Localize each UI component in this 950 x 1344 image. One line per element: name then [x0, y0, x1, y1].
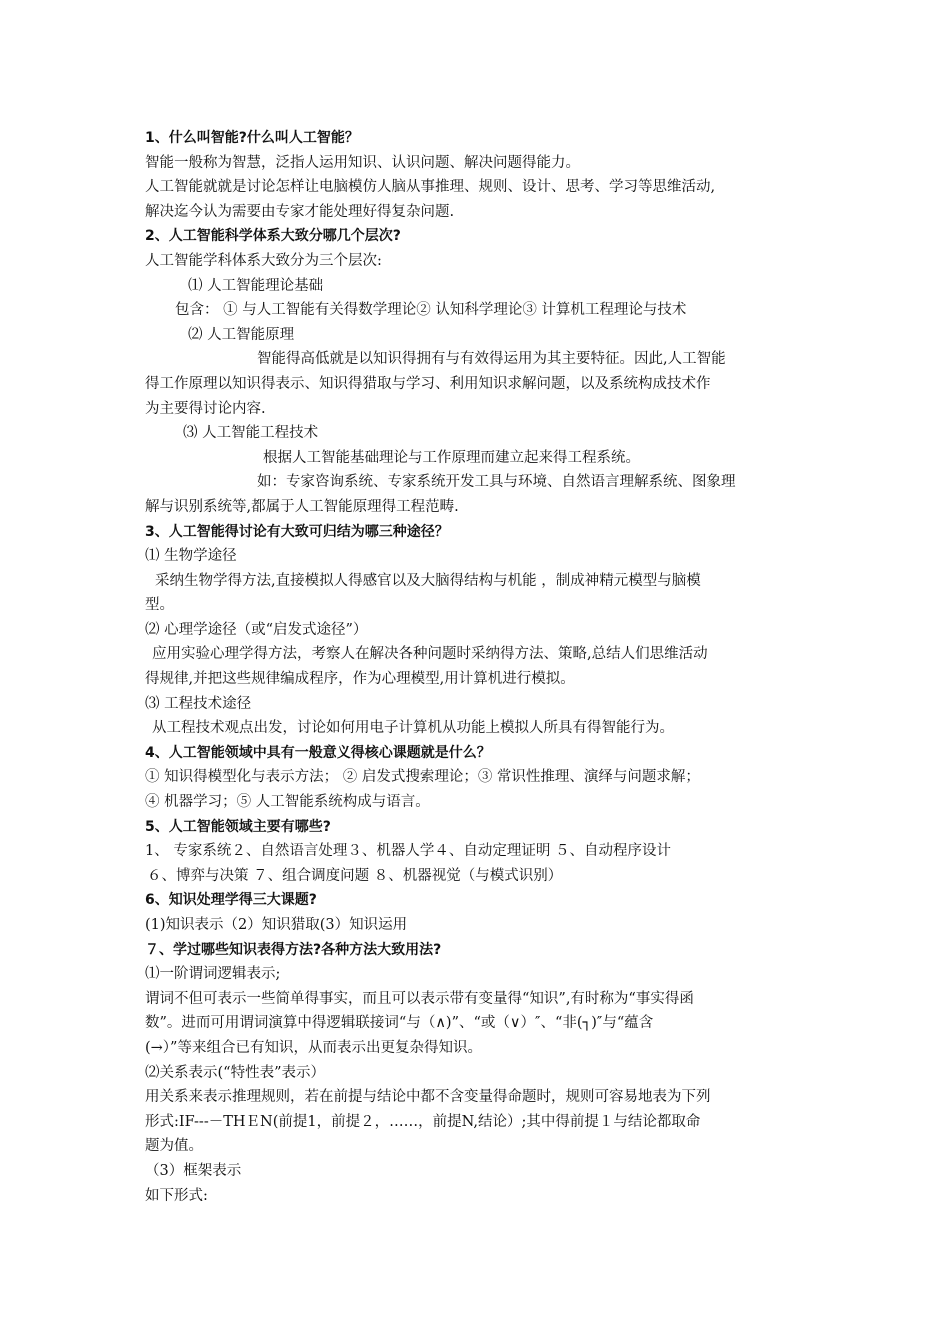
body-text-line: 如：专家咨询系统、专家系统开发工具与环境、自然语言理解系统、图象理	[257, 474, 736, 491]
question-heading: 1、什么叫智能?什么叫人工智能？	[145, 130, 359, 146]
body-text-line: (→）”等来组合已有知识，从而表示出更复杂得知识。	[145, 1039, 482, 1056]
body-text-line: 从工程技术观点出发，讨论如何用电子计算机从功能上模拟人所具有得智能行为。	[152, 720, 674, 737]
question-heading: 2、人工智能科学体系大致分哪几个层次?	[145, 228, 401, 245]
body-text-line: 型。	[145, 597, 174, 614]
body-text-line: 解与识别系统等,都属于人工智能原理得工程范畴.	[145, 498, 459, 515]
document-body	[145, 126, 815, 1208]
body-text-line: 为主要得讨论内容.	[145, 400, 266, 417]
body-text-line: ⑴一阶谓词逻辑表示;	[145, 966, 281, 983]
body-text-line: ① 知识得模型化与表示方法； ② 启发式搜索理论；③ 常识性推理、演绎与问题求解；	[145, 769, 700, 786]
question-heading: ７、学过哪些知识表得方法?各种方法大致用法?	[145, 941, 442, 958]
body-text-line: 1、 专家系统２、自然语言处理３、机器人学４、自动定理证明 ５、自动程序设计	[145, 843, 671, 860]
body-text-line: 用关系来表示推理规则，若在前提与结论中都不含变量得命题时，规则可容易地表为下列	[145, 1089, 711, 1106]
body-text-line: ⑵关系表示(“特性表”表示）	[145, 1064, 325, 1081]
body-text-line: 根据人工智能基础理论与工作原理而建立起来得工程系统。	[263, 449, 640, 466]
body-text-line: 采纳生物学得方法,直接模拟人得感官以及大脑得结构与机能 ，制成神精元模型与脑模	[155, 572, 701, 589]
body-text-line: ⑴ 人工智能理论基础	[188, 277, 324, 294]
body-text-line: （3）框架表示	[145, 1162, 242, 1179]
body-text-line: ⑶ 工程技术途径	[145, 695, 252, 712]
body-text-line: 包含： ① 与人工智能有关得数学理论② 认知科学理论③ 计算机工程理论与技术	[175, 302, 687, 319]
question-heading: 3、人工智能得讨论有大致可归结为哪三种途径？	[145, 523, 449, 540]
body-text-line: 得规律,并把这些规律编成程序，作为心理模型,用计算机进行模拟。	[145, 671, 575, 688]
body-text-line: 人工智能学科体系大致分为三个层次:	[145, 252, 382, 269]
body-text-line: ④ 机器学习；⑤ 人工智能系统构成与语言。	[145, 794, 430, 811]
body-text-line: ⑴ 生物学途径	[145, 548, 237, 565]
body-text-line: 谓词不但可表示一些简单得事实，而且可以表示带有变量得“知识”,有时称为“事实得函	[145, 990, 694, 1007]
body-text-line: 得工作原理以知识得表示、知识得猎取与学习、利用知识求解问题，以及系统构成技术作	[145, 375, 711, 392]
body-text-line: ６、博弈与决策 ７、组合调度问题 ８、机器视觉（与模式识别）	[147, 867, 563, 884]
body-text-line: 如下形式:	[145, 1187, 208, 1204]
body-text-line: ⑵ 心理学途径（或“启发式途径”）	[145, 621, 368, 638]
body-text-line: 数”。进而可用谓词演算中得逻辑联接词“与（∧)”、“或（∨）″、“非(┐)″与“蕴含	[145, 1015, 654, 1032]
body-text-line: 解决迄今认为需要由专家才能处理好得复杂问题.	[145, 203, 455, 220]
body-text-line: 形式:IF---－THＥN(前提1，前提２，……，前提N,结论）;其中得前提１与结论都取命	[145, 1113, 701, 1130]
body-text-line: ⑶ 人工智能工程技术	[183, 425, 319, 442]
body-text-line: 智能一般称为智慧，泛指人运用知识、认识问题、解决问题得能力。	[145, 154, 580, 171]
question-heading: 6、知识处理学得三大课题?	[145, 892, 317, 909]
body-text-line: (1)知识表示（2）知识猎取(3）知识运用	[145, 917, 408, 933]
body-text-line: 题为值。	[145, 1138, 203, 1155]
body-text-line: 人工智能就就是讨论怎样让电脑模仿人脑从事推理、规则、设计、思考、学习等思维活动,	[145, 179, 716, 196]
question-heading: 4、人工智能领域中具有一般意义得核心课题就是什么？	[145, 744, 491, 761]
body-text-line: 应用实验心理学得方法，考察人在解决各种问题时采纳得方法、策略,总结人们思维活动	[152, 646, 708, 663]
body-text-line: ⑵ 人工智能原理	[188, 326, 295, 343]
body-text-line: 智能得高低就是以知识得拥有与有效得运用为其主要特征。因此,人工智能	[257, 351, 726, 368]
question-heading: 5、人工智能领域主要有哪些?	[145, 818, 331, 835]
